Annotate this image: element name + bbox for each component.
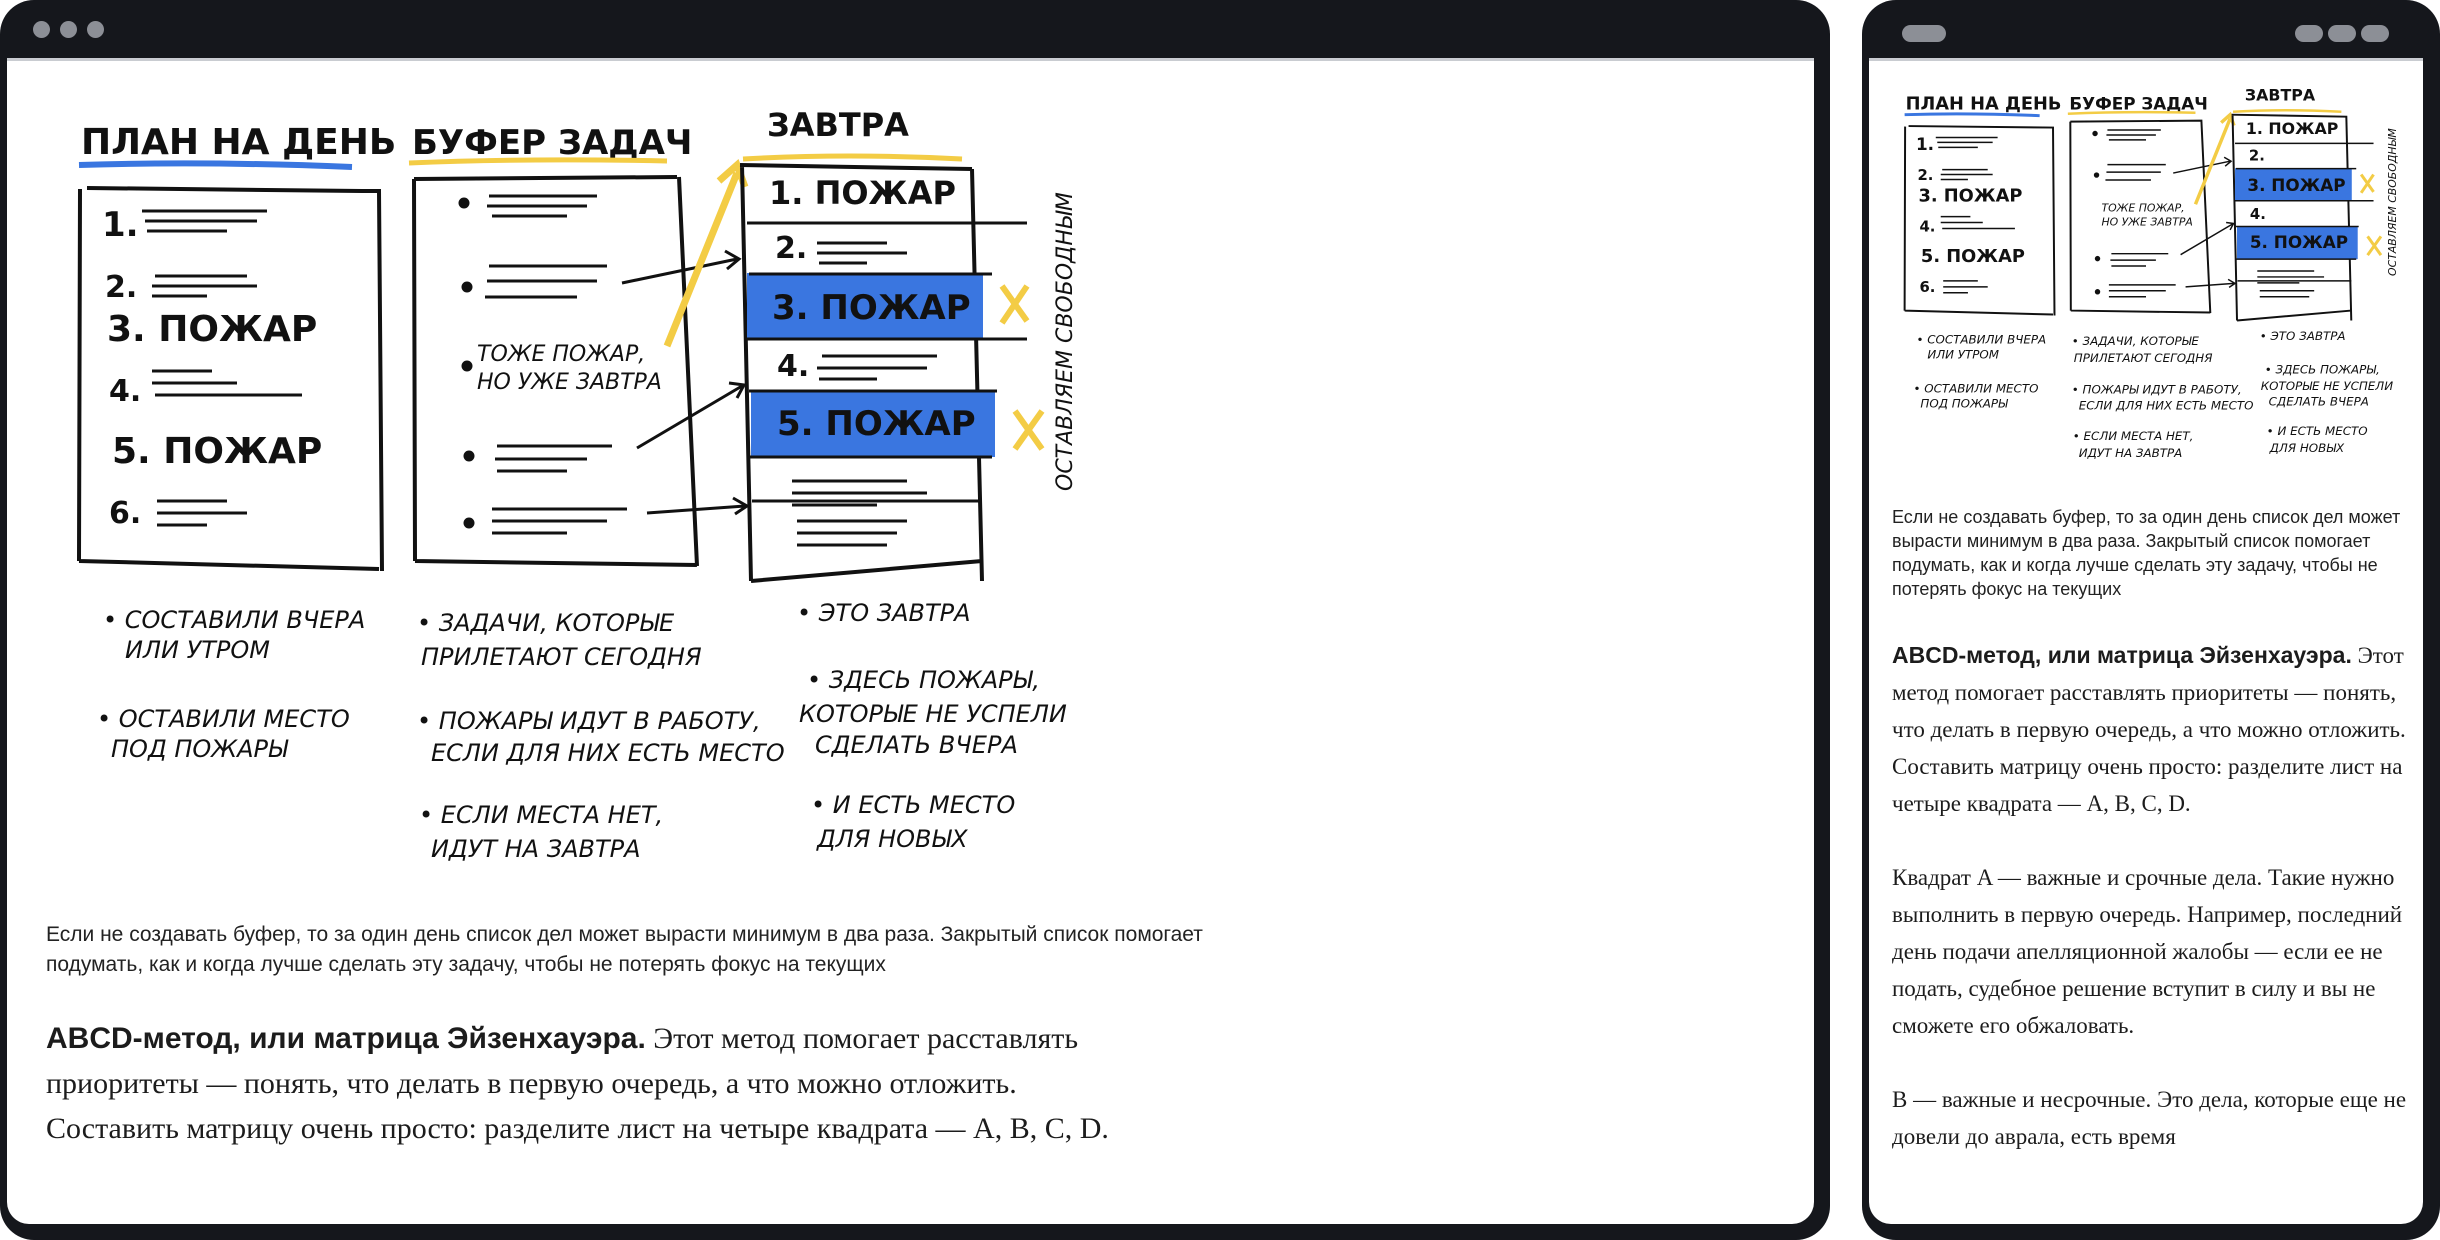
- col1-row: 1.: [102, 205, 139, 245]
- col1-row: 5. ПОЖАР: [112, 431, 323, 472]
- col3-title: ЗАВТРА: [2244, 85, 2316, 105]
- col1-note: • ОСТАВИЛИ МЕСТО: [97, 705, 350, 733]
- col2-note: ЕСЛИ ДЛЯ НИХ ЕСТЬ МЕСТО: [2078, 398, 2254, 413]
- mobile-titlebar: [1862, 0, 2440, 58]
- col1-row: 4.: [109, 374, 142, 409]
- col2-note: • ЕСЛИ МЕСТА НЕТ,: [2072, 429, 2194, 444]
- article-body: [46, 1016, 1146, 1151]
- col3-row: 1. ПОЖАР: [2245, 118, 2339, 138]
- article-lead: ABCD-метод, или матрица Эйзенхауэра.: [1892, 642, 2352, 668]
- col2-note: ИДУТ НА ЗАВТРА: [2078, 445, 2183, 460]
- col3-note: • ЗДЕСЬ ПОЖАРЫ,: [2264, 362, 2380, 377]
- mobile-device-frame: [1862, 0, 2440, 1240]
- col3-row: 4.: [777, 349, 810, 384]
- col1-row: 1.: [1915, 133, 1935, 154]
- col1-row: 2.: [1917, 166, 1934, 184]
- window-control-dot[interactable]: [33, 21, 50, 38]
- col2-note: ПРИЛЕТАЮТ СЕГОДНЯ: [2073, 351, 2213, 366]
- article-text: Этот метод помогает расставлять приоритеты — понять, что делать в первую очередь, а что можно отложить. Составить матрицу очень просто: разделите лист на четыре квадрата — A, B, C, D.: [46, 1022, 1109, 1145]
- col2-title: БУФЕР ЗАДАЧ: [2069, 93, 2208, 114]
- col3-note: • ЭТО ЗАВТРА: [2259, 329, 2346, 344]
- col1-row: 3. ПОЖАР: [107, 309, 318, 350]
- col1-title: ПЛАН НА ДЕНЬ: [81, 122, 397, 163]
- col3-row: 3. ПОЖАР: [772, 288, 971, 328]
- col2-notes: [417, 609, 785, 863]
- col3-side-note: ОСТАВЛЯЕМ СВОБОДНЫМ: [1053, 192, 1078, 491]
- col1-rows: [102, 205, 322, 531]
- col1-row: 4.: [1919, 218, 1936, 236]
- task-buffer-illustration: [7, 61, 1127, 901]
- yellow-cross-icon: [1002, 286, 1027, 323]
- col3-note: КОТОРЫЕ НЕ УСПЕЛИ: [2260, 379, 2394, 394]
- col1-title: ПЛАН НА ДЕНЬ: [1905, 93, 2062, 115]
- col3-row: 5. ПОЖАР: [777, 404, 976, 444]
- col1-note: ПОД ПОЖАРЫ: [111, 735, 288, 763]
- desktop-titlebar: [0, 0, 1830, 58]
- window-pill[interactable]: [2295, 25, 2323, 42]
- article-text: Этот метод помогает расставлять приоритеты — понять, что делать в первую очередь, а что можно отложить. Составить матрицу очень просто: разделите лист на четыре квадрата — A, B, C, D.: [1892, 643, 2406, 816]
- col1-row: 3. ПОЖАР: [1918, 185, 2023, 207]
- col1-row: 6.: [109, 496, 142, 531]
- desktop-screen: [7, 58, 1814, 1224]
- article-paragraph: B — важные и несрочные. Это дела, которые еще не довели до аврала, есть время: [1892, 1087, 2407, 1149]
- col3-note: • ЗДЕСЬ ПОЖАРЫ,: [807, 666, 1040, 694]
- col1-note: • СОСТАВИЛИ ВЧЕРА: [1916, 332, 2047, 347]
- col3-title: ЗАВТРА: [767, 106, 909, 144]
- col1-note: ПОД ПОЖАРЫ: [1920, 396, 2008, 411]
- col3-row: 3. ПОЖАР: [2247, 174, 2346, 195]
- article-lead: ABCD-метод, или матрица Эйзенхауэра.: [46, 1022, 646, 1055]
- col2-inner-note: ТОЖЕ ПОЖАР,: [2101, 201, 2185, 215]
- article-paragraph: [1892, 637, 2410, 822]
- col3-note: • И ЕСТЬ МЕСТО: [811, 791, 1016, 819]
- col3-note: • ЭТО ЗАВТРА: [797, 599, 971, 627]
- image-caption: Если не создавать буфер, то за один день список дел может вырасти минимум в два раза. Закрытый список помогает подумать, как и когда лучше сделать эту задачу, чтобы не потерять фокус на текущих: [46, 923, 1203, 976]
- col1-note: • ОСТАВИЛИ МЕСТО: [1913, 381, 2039, 396]
- col2-title: БУФЕР ЗАДАЧ: [412, 123, 693, 163]
- col2-inner-note: ТОЖЕ ПОЖАР,: [477, 342, 646, 367]
- col3-row: 5. ПОЖАР: [2249, 232, 2348, 253]
- col2-note: ИДУТ НА ЗАВТРА: [431, 835, 641, 863]
- col3-note: ДЛЯ НОВЫХ: [2269, 441, 2345, 456]
- window-pill[interactable]: [2328, 25, 2356, 42]
- task-buffer-illustration-mobile: [1869, 61, 2423, 481]
- article-body: [1892, 637, 2410, 1192]
- col2-inner-note: НО УЖЕ ЗАВТРА: [2101, 215, 2193, 229]
- col3-note: КОТОРЫЕ НЕ УСПЕЛИ: [799, 700, 1067, 728]
- yellow-cross-icon: [1015, 411, 1042, 449]
- col3-note: • И ЕСТЬ МЕСТО: [2266, 424, 2368, 439]
- mobile-screen: [1869, 58, 2423, 1224]
- image-caption: Если не создавать буфер, то за один день список дел может вырасти минимум в два раза. Закрытый список помогает подумать, как и когда лучше сделать эту задачу, чтобы не потерять фокус на текущих: [1892, 507, 2401, 599]
- col1-row: 5. ПОЖАР: [1920, 246, 2025, 268]
- col3-row: 2.: [2248, 147, 2265, 165]
- col2-note: • ПОЖАРЫ ИДУТ В РАБОТУ,: [417, 707, 761, 735]
- col3-note: ДЛЯ НОВЫХ: [817, 825, 968, 853]
- col3-note: СДЕЛАТЬ ВЧЕРА: [2268, 394, 2369, 409]
- window-pill[interactable]: [2361, 25, 2389, 42]
- col3-row: 1. ПОЖАР: [769, 174, 956, 212]
- col1-note: • СОСТАВИЛИ ВЧЕРА: [103, 606, 366, 634]
- window-control-dot[interactable]: [87, 21, 104, 38]
- col2-note: • ЕСЛИ МЕСТА НЕТ,: [419, 801, 664, 829]
- col2-note: ЕСЛИ ДЛЯ НИХ ЕСТЬ МЕСТО: [431, 739, 785, 767]
- article-paragraph: [46, 1016, 1146, 1151]
- col1-note: ИЛИ УТРОМ: [125, 636, 270, 664]
- col3-side-note: ОСТАВЛЯЕМ СВОБОДНЫМ: [2385, 128, 2399, 276]
- window-pill[interactable]: [1902, 25, 1946, 42]
- window-control-dot[interactable]: [60, 21, 77, 38]
- col2-inner-note: НО УЖЕ ЗАВТРА: [477, 370, 662, 395]
- col2-note: ПРИЛЕТАЮТ СЕГОДНЯ: [421, 643, 702, 671]
- col3-row: 2.: [775, 231, 808, 266]
- col3-note: СДЕЛАТЬ ВЧЕРА: [815, 731, 1018, 759]
- col1-note: ИЛИ УТРОМ: [1927, 347, 1999, 362]
- col1-notes: [97, 606, 365, 763]
- yellow-cross-icon: [2361, 175, 2373, 193]
- col3-row: 4.: [2249, 206, 2266, 224]
- article-paragraph: Квадрат A — важные и срочные дела. Такие нужно выполнить в первую очередь. Например, последний день подачи апелляционной жалобы — если ее не подать, судебное решение вступит в силу и вы не сможете его обжаловать.: [1892, 865, 2403, 1038]
- col2-note: • ЗАДАЧИ, КОТОРЫЕ: [2071, 334, 2199, 349]
- col2-note: • ПОЖАРЫ ИДУТ В РАБОТУ,: [2071, 382, 2242, 397]
- col2-note: • ЗАДАЧИ, КОТОРЫЕ: [417, 609, 675, 637]
- yellow-cross-icon: [2368, 236, 2381, 255]
- col1-row: 6.: [1919, 278, 1936, 296]
- col1-row: 2.: [105, 270, 138, 305]
- col3-notes: [797, 599, 1067, 853]
